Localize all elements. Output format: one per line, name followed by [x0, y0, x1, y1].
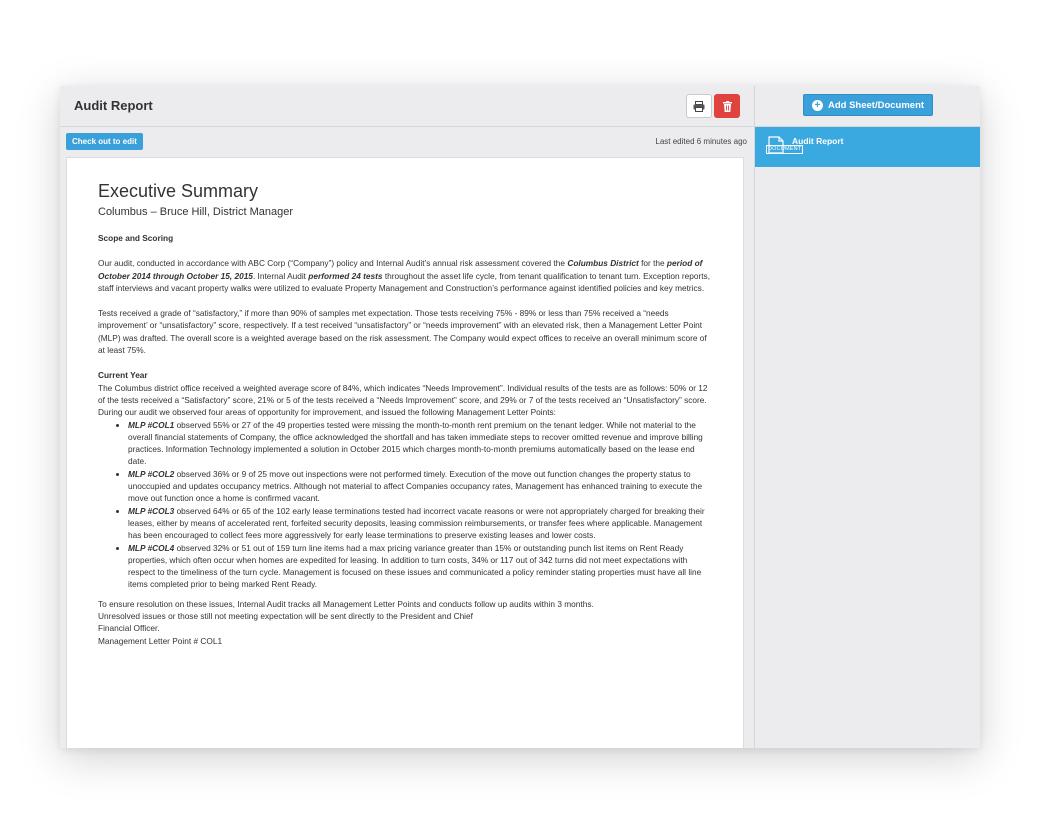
- scope-heading: Scope and Scoring: [98, 233, 174, 243]
- scope-paragraph: Our audit, conducted in accordance with ABC Corp (“Company”) policy and Internal Audit’s annual risk assessment covered the Columbus District for the period of October 2014 through October 15, 2015. Internal Audit performed 24 tests throughout the asset life cycle, from tenant qualification to tenant turn. Exception reports, staff interviews and vacant property walks were utilized to evaluate Property Management and Construction’s performance against identified policies and key metrics.: [98, 258, 710, 293]
- add-button-label: Add Sheet/Document: [827, 99, 925, 111]
- closing-paragraph: To ensure resolution on these issues, Internal Audit tracks all Management Letter Points and conducts follow up audits within 3 months. Unresolved issues or those still not meeting expectation will be sent directly to the President and Chief Financial Officer. Management Letter Point # COL1: [98, 598, 594, 646]
- list-item: • MLP #COL1 observed 55% or 27 of the 49 properties tested were missing the month-to-month rent premium on the tenant ledger. While not material to the overall financial statements of Company, the office acknowledged the shortfall and has taken immediate steps to recover omitted revenue and improve billing practices. Information Technology implemented a solution in October 2015 which charges month-to-month premiums automatically based on the lease end date.: [128, 419, 711, 468]
- trash-icon: [723, 101, 732, 112]
- list-item: • MLP #COL4 observed 32% or 51 out of 159 turn line items had a max pricing variance greater than 15% or outstanding punch list items on Rent Ready properties, which often occur when homes are expedited for leasing. In addition to turn costs, 34% or 117 out of 342 turns did not meet expectations with respect to the timeliness of the turn cycle. Management is focused on these issues and communicated a policy reminder stating properties must have all line items completed prior to being marked Rent Ready.: [128, 542, 711, 591]
- sidebar-item-audit-report[interactable]: [755, 127, 980, 167]
- current-year-paragraph: The Columbus district office received a weighted average score of 84%, which indicates “Needs Improvement”. Individual results of the tests are as follows: 50% or 12 of the tests received a “Satisfactory” score, 21% or 5 of the tests received a “Needs Improvement” score, and 29% or 7 of the tests received an “Unsatisfactory” score.: [98, 382, 708, 405]
- scoring-paragraph: Tests received a grade of “satisfactory,” if more than 90% of samples met expectation. Those tests receiving 75% - 89% or less than 75% received a “needs improvement’ or “unsatisfactory” score, respectively. If a test received “unsatisfactory” or “needs improvement” with an elevated risk, then a Management Letter Point (MLP) was drafted. The overall score is a weighted average based on the risk assessment. The Company would expect offices to receive an overall minimum score of at least 75%.: [98, 308, 707, 356]
- print-icon: [693, 101, 705, 112]
- list-item: • MLP #COL2 observed 36% or 9 of 25 move out inspections were not performed timely. Execution of the move out function changes the property status to unoccupied and updates occupancy metrics. Although not material to affect Companies occupancy rates, Management has enhanced training to execute the move out function once a home is confirmed vacant.: [128, 468, 711, 505]
- last-edited-status: Last edited 6 minutes ago: [655, 137, 747, 146]
- document-subtitle: Columbus – Bruce Hill, District Manager: [98, 206, 294, 218]
- page-title: Audit Report: [74, 98, 153, 113]
- print-button[interactable]: [686, 94, 712, 118]
- document-pane: [60, 86, 754, 748]
- sidebar: [754, 86, 980, 748]
- app-window: [60, 86, 980, 748]
- document-header: [60, 86, 754, 127]
- mlp-list: [98, 419, 711, 591]
- observations-intro: During our audit we observed four areas of opportunity for improvement, and issued the following Management Letter Points:: [98, 407, 556, 418]
- plus-circle-icon: +: [812, 100, 823, 111]
- document-heading: Executive Summary: [98, 181, 259, 201]
- sidebar-item-label: Audit Report: [792, 136, 844, 146]
- add-sheet-document-button[interactable]: [803, 94, 933, 116]
- document-type-badge: DOCUMENT: [768, 146, 802, 152]
- document-toolbar: [60, 127, 754, 155]
- check-out-button[interactable]: Check out to edit: [66, 133, 143, 150]
- list-item: • MLP #COL3 observed 64% or 65 of the 102 early lease terminations tested had incorrect vacate reasons or were not appropriately charged for breaking their leases, either by means of accelerated rent, forfeited security deposits, leasing commission reimbursements, or transfer fees where applicable. Management has been encouraged to collect fees more aggressively for early lease terminations to preserve existing leases and lower costs.: [128, 505, 711, 542]
- current-year-heading: Current Year: [98, 370, 148, 381]
- delete-button[interactable]: [714, 94, 740, 118]
- document-body[interactable]: [66, 157, 744, 748]
